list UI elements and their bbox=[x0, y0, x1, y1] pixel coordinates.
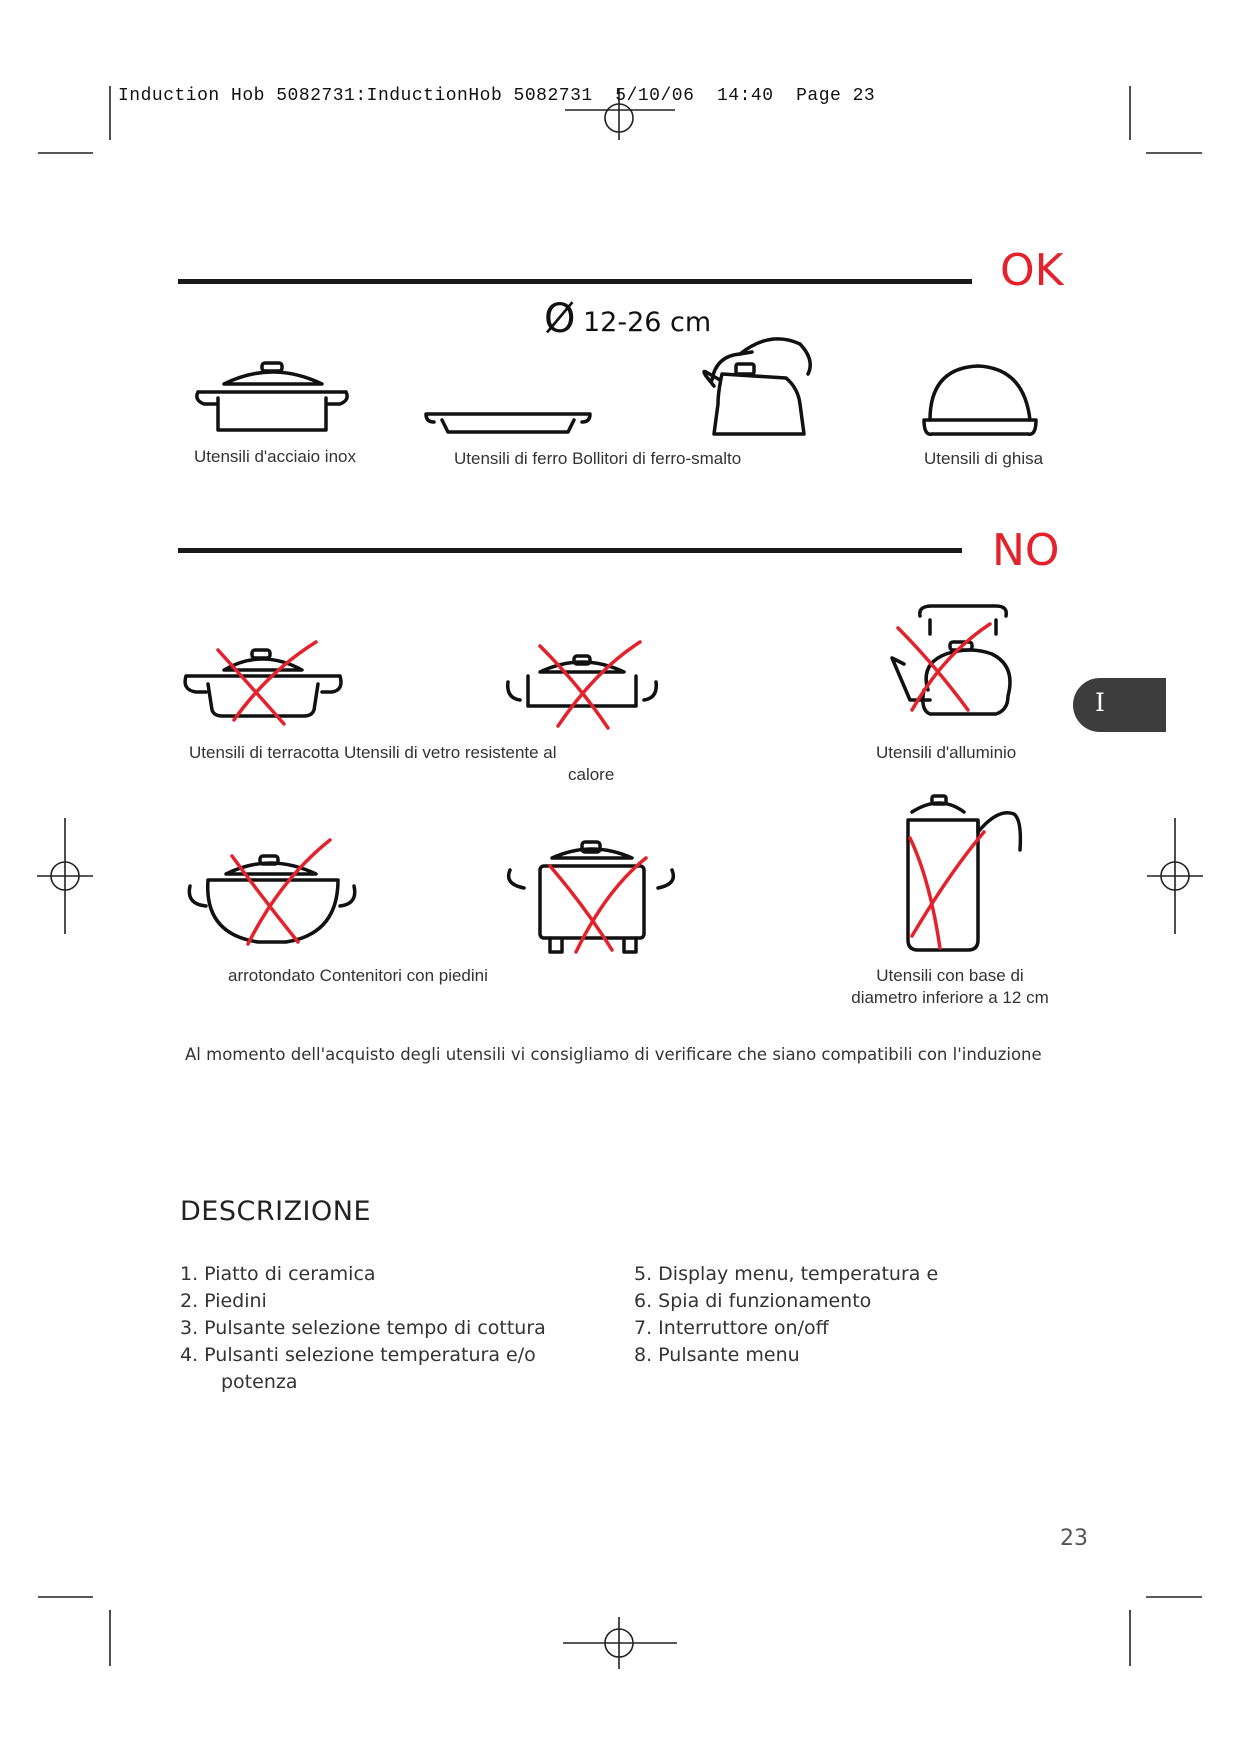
aluminium-kettle-icon bbox=[892, 606, 1010, 714]
pan-icon bbox=[426, 414, 590, 432]
description-item: 6. Spia di funzionamento bbox=[634, 1290, 872, 1312]
language-tab bbox=[1073, 678, 1166, 732]
cast-iron-dome-icon bbox=[924, 366, 1036, 434]
cross-icon-terracotta bbox=[218, 642, 316, 724]
caption-cast-iron: Utensili di ghisa bbox=[924, 449, 1044, 468]
caption-terracotta-glass: Utensili di terracotta Utensili di vetro resistente al bbox=[189, 743, 557, 762]
cross-icon-rounded bbox=[232, 840, 330, 944]
caption-iron-enamel: Utensili di ferro Bollitori di ferro-smalto bbox=[454, 449, 742, 468]
description-item: 8. Pulsante menu bbox=[634, 1344, 800, 1366]
no-label: NO bbox=[992, 525, 1060, 576]
caption-small-base-line2: diametro inferiore a 12 cm bbox=[851, 988, 1049, 1007]
description-item: potenza bbox=[221, 1371, 298, 1393]
page-number: 23 bbox=[1060, 1526, 1088, 1551]
language-tab-label: I bbox=[1095, 688, 1105, 717]
glass-dish-icon bbox=[508, 656, 657, 706]
kettle-icon bbox=[704, 339, 810, 434]
description-item: 3. Pulsante selezione tempo di cottura bbox=[180, 1317, 546, 1339]
caption-aluminium: Utensili d'alluminio bbox=[876, 743, 1017, 762]
caption-glass-continued: calore bbox=[568, 765, 615, 784]
cross-icon-aluminium bbox=[898, 624, 990, 710]
diameter-range: 12-26 cm bbox=[583, 307, 712, 338]
cross-icon-jug bbox=[910, 832, 984, 948]
description-item: 4. Pulsanti selezione temperatura e/o bbox=[180, 1344, 536, 1366]
description-item: 2. Piedini bbox=[180, 1290, 267, 1312]
caption-rounded-feet: arrotondato Contenitori con piedini bbox=[228, 966, 488, 985]
compatibility-note: Al momento dell'acquisto degli utensili vi consigliamo di verificare che siano compatibili con l'induzione bbox=[185, 1045, 1042, 1064]
description-item: 7. Interruttore on/off bbox=[634, 1317, 829, 1339]
stainless-pot-icon bbox=[197, 363, 347, 430]
ok-label: OK bbox=[1000, 245, 1064, 296]
description-title: DESCRIZIONE bbox=[180, 1196, 372, 1227]
description-item: 5. Display menu, temperatura e bbox=[634, 1263, 939, 1285]
cross-icon-glass bbox=[540, 642, 640, 728]
footed-container-icon bbox=[509, 842, 674, 952]
description-item: 1. Piatto di ceramica bbox=[180, 1263, 376, 1285]
caption-stainless: Utensili d'acciaio inox bbox=[194, 447, 356, 466]
print-slug-line: Induction Hob 5082731:InductionHob 5082731 5/10/06 14:40 Page 23 bbox=[118, 86, 876, 106]
diameter-symbol: Ø bbox=[544, 296, 576, 342]
no-section-rule bbox=[178, 548, 962, 553]
rounded-pot-icon bbox=[189, 856, 354, 942]
caption-small-base-line1: Utensili con base di bbox=[876, 966, 1024, 985]
